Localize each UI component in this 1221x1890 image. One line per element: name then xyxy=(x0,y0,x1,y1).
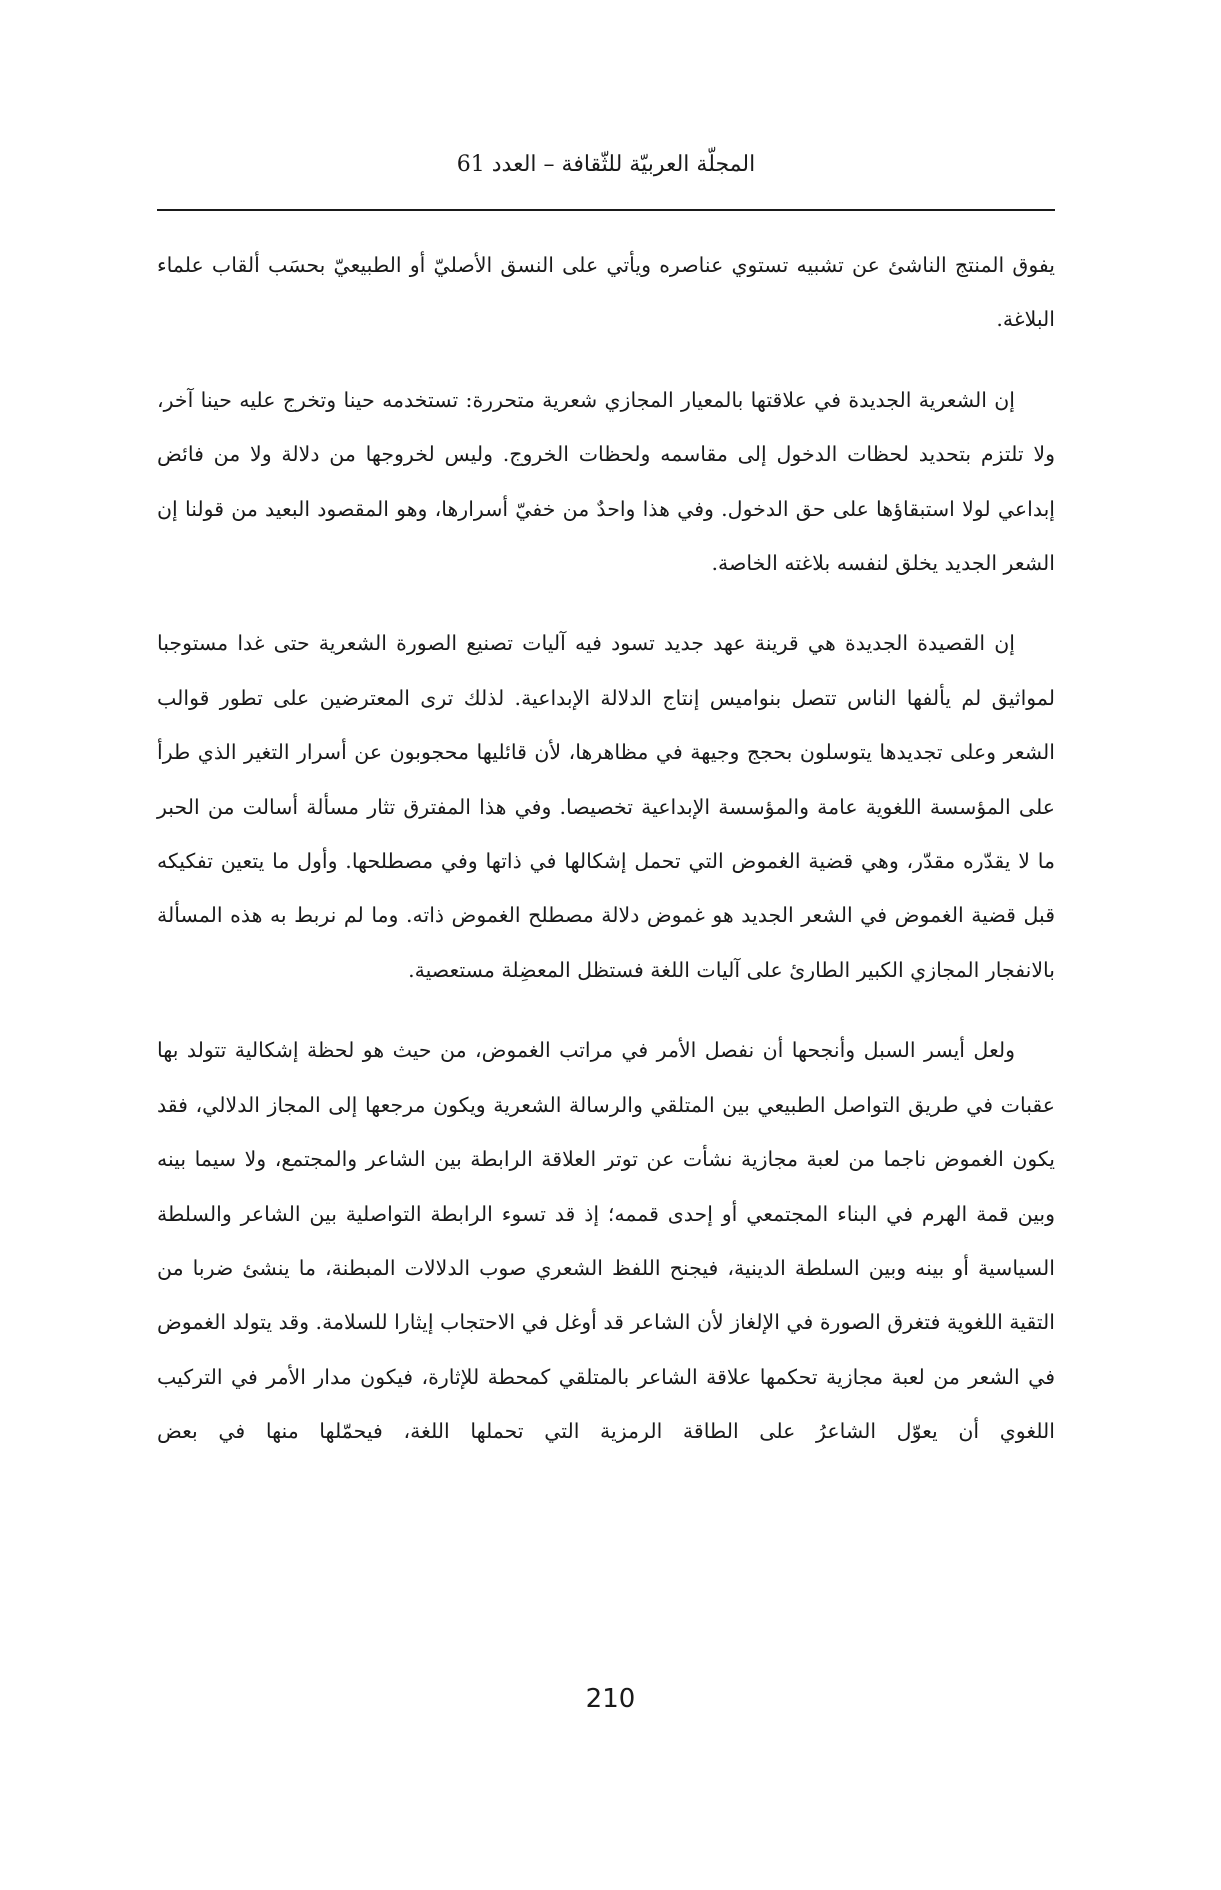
page-number: 210 xyxy=(585,1684,636,1714)
paragraph-2: إن الشعرية الجديدة في علاقتها بالمعيار المجازي شعرية متحررة: تستخدمه حينا وتخرج عليه حينا آخر، ولا تلتزم بتحديد لحظات الدخول إلى مقاسمه ولحظات الخروج. وليس لخروجها من دلالة ولا من فائض إبداعي لولا استبقاؤها على حق الدخول. وفي هذا واحدٌ من خفيّ أسرارها، وهو المقصود البعيد من قولنا إن الشعر الجديد يخلق لنفسه بلاغته الخاصة. xyxy=(157,387,1055,576)
paragraph-3: إن القصيدة الجديدة هي قرينة عهد جديد تسود فيه آليات تصنيع الصورة الشعرية حتى غدا مستوجبا لمواثيق لم يألفها الناس تتصل بنواميس إنتاج الدلالة الإبداعية. لذلك ترى المعترضين على تطور قوالب الشعر وعلى تجديدها يتوسلون بحجج وجيهة في مظاهرها، لأن قائليها محجوبون عن أسرار التغير الذي طرأ على المؤسسة اللغوية عامة والمؤسسة الإبداعية تخصيصا. وفي هذا المفترق تثار مسألة أسالت من الحبر ما لا يقدّره مقدّر، وهي قضية الغموض التي تحمل إشكالها في ذاتها وفي مصطلحها. وأول ما يتعين تفكيكه قبل قضية الغموض في الشعر الجديد هو غموض دلالة مصطلح الغموض ذاته. وما لم نربط به هذه المسألة بالانفجار المجازي الكبير الطارئ على آليات اللغة فستظل المعضِلة مستعصية. xyxy=(157,631,1055,982)
paragraph-1: يفوق المنتج الناشئ عن تشبيه تستوي عناصره ويأتي على النسق الأصليّ أو الطبيعيّ بحسَب ألقاب علماء البلاغة. xyxy=(157,253,1055,332)
running-header: المجلّة العربيّة للثّقافة – العدد 61 xyxy=(456,152,756,177)
paragraph-4: ولعل أيسر السبل وأنجحها أن نفصل الأمر في مراتب الغموض، من حيث هو لحظة إشكالية تتولد بها عقبات في طريق التواصل الطبيعي بين المتلقي والرسالة الشعرية ويكون مرجعها إلى المجاز الدلالي، فقد يكون الغموض ناجما من لعبة مجازية نشأت عن توتر العلاقة الرابطة بين الشاعر والمجتمع، ولا سيما بينه وبين قمة الهرم في البناء المجتمعي أو إحدى قممه؛ إذ قد تسوء الرابطة التواصلية بين الشاعر والسلطة السياسية أو بينه وبين السلطة الدينية، فيجنح اللفظ الشعري صوب الدلالات المبطنة، ما ينشئ ضربا من التقية اللغوية فتغرق الصورة في الإلغاز لأن الشاعر قد أوغل في الاحتجاب إيثارا للسلامة. وقد يتولد الغموض في الشعر من لعبة مجازية تحكمها علاقة الشاعر بالمتلقي كمحطة للإثارة، فيكون مدار الأمر في التركيب اللغوي أن يعوّل الشاعرُ على الطاقة الرمزية التي تحملها اللغة، فيحمّلها منها في بعض xyxy=(157,1038,1055,1444)
header-divider xyxy=(157,209,1055,211)
article-body xyxy=(157,238,1055,1459)
